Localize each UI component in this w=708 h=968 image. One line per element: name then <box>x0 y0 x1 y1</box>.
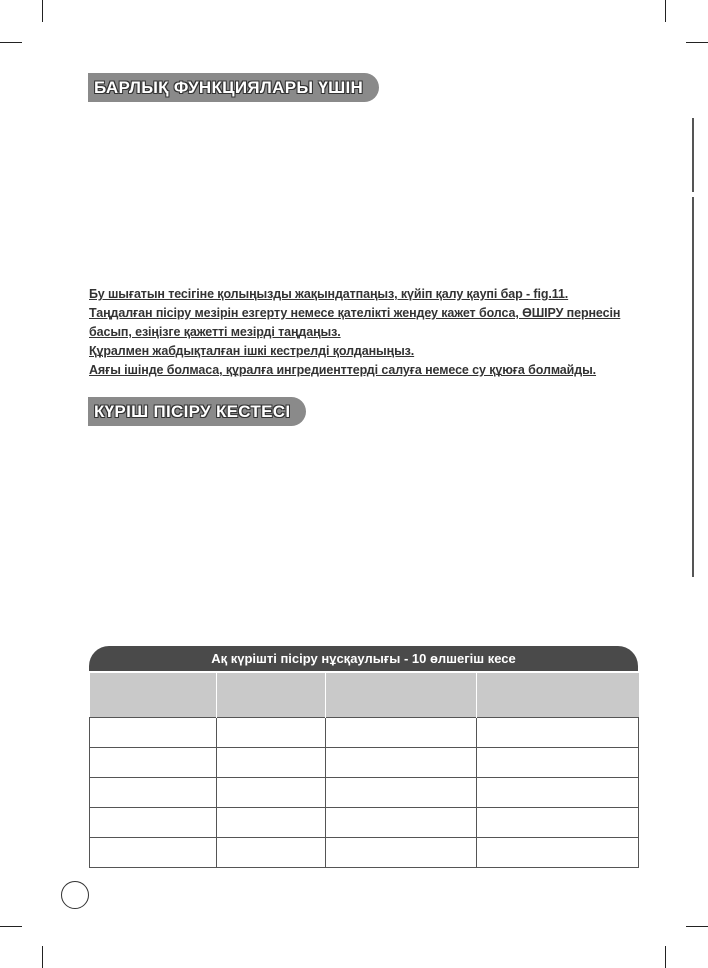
table-header-cell <box>326 672 477 718</box>
table-cell <box>477 748 639 778</box>
table-cell <box>326 748 477 778</box>
crop-mark <box>665 0 666 22</box>
table-cell <box>477 808 639 838</box>
safety-notes <box>89 285 649 380</box>
sidebar-divider <box>692 118 694 192</box>
section-heading-rice-table <box>88 397 306 426</box>
table-cell <box>477 718 639 748</box>
crop-mark <box>686 42 708 43</box>
table <box>89 671 639 868</box>
crop-mark <box>0 42 22 43</box>
table-cell <box>90 808 217 838</box>
table-cell <box>477 778 639 808</box>
section-heading-all-functions <box>88 73 379 102</box>
table-cell <box>90 838 217 868</box>
table-cell <box>90 718 217 748</box>
crop-mark <box>686 926 708 927</box>
table-row <box>90 718 639 748</box>
table-cell <box>217 778 326 808</box>
table-title: Ақ күрішті пісіру нұсқаулығы - 10 өлшегіш кесе <box>89 646 638 671</box>
table-cell <box>326 718 477 748</box>
table-row <box>90 808 639 838</box>
table-header-row <box>90 672 639 718</box>
section-title: КҮРІШ ПІСІРУ КЕСТЕСІ <box>94 401 291 421</box>
crop-mark <box>665 946 666 968</box>
table-cell <box>90 778 217 808</box>
page-number-circle <box>61 881 89 909</box>
table-cell <box>326 778 477 808</box>
table-cell <box>90 748 217 778</box>
table-row <box>90 838 639 868</box>
table-cell <box>326 808 477 838</box>
table-cell <box>217 718 326 748</box>
table-cell <box>326 838 477 868</box>
table-header-cell <box>90 672 217 718</box>
table-cell <box>477 838 639 868</box>
note-item: Құралмен жабдықталған ішкі кестрелді қолданыңыз. <box>89 344 415 358</box>
table-header-cell <box>477 672 639 718</box>
table-row <box>90 778 639 808</box>
rice-cooking-table <box>89 646 638 868</box>
table-cell <box>217 838 326 868</box>
table-header-cell <box>217 672 326 718</box>
note-item: Таңдалған пісіру мезірін езгерту немесе қателікті жендеу кажет болса, ӨШІРУ пернесін басып, езіңізге қажетті мезірді таңдаңыз. <box>89 306 621 339</box>
crop-mark <box>42 946 43 968</box>
table-cell <box>217 808 326 838</box>
crop-mark <box>0 926 22 927</box>
crop-mark <box>42 0 43 22</box>
table-cell <box>217 748 326 778</box>
note-item: Бу шығатын тесігіне қолыңызды жақындатпаңыз, күйіп қалу қаупі бар - fig.11. <box>89 287 569 301</box>
sidebar-divider <box>692 197 694 577</box>
table-row <box>90 748 639 778</box>
note-item: Аяғы ішінде болмаса, құралға ингредиенттерді салуға немесе су құюға болмайды. <box>89 363 597 377</box>
section-title: БАРЛЫҚ ФУНКЦИЯЛАРЫ ҮШІН <box>94 77 364 97</box>
